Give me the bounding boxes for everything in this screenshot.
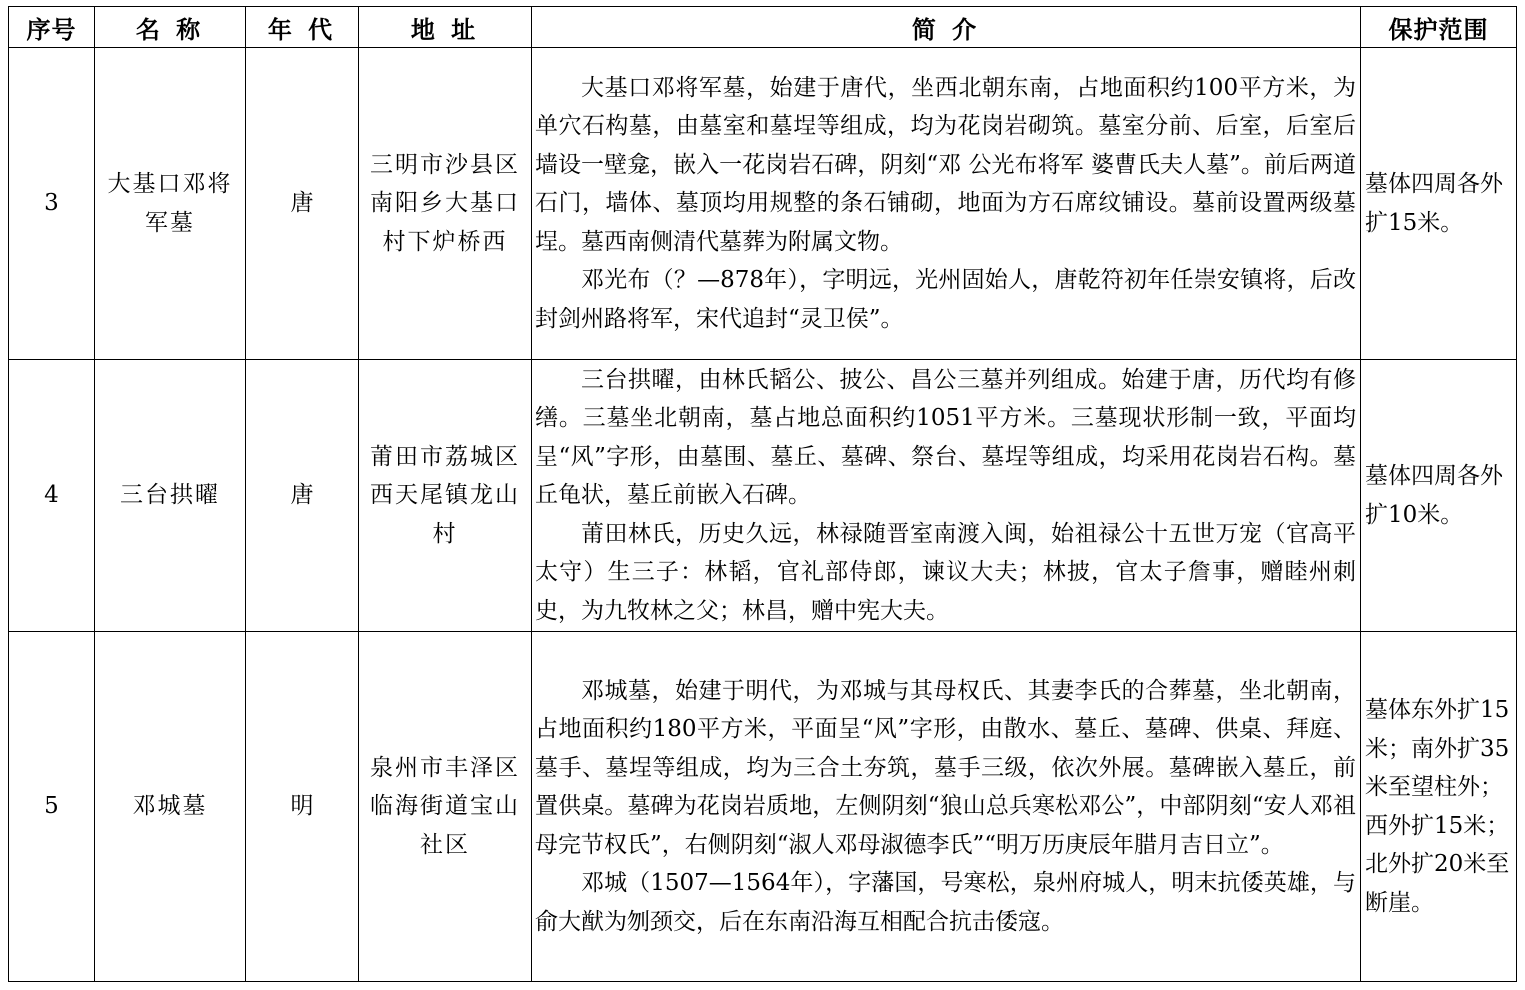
header-no: 序号	[9, 7, 95, 48]
cell-no: 4	[9, 360, 95, 632]
header-era: 年 代	[246, 7, 359, 48]
cell-name: 邓城墓	[95, 632, 246, 982]
header-name: 名 称	[95, 7, 246, 48]
table-row	[9, 48, 1517, 360]
intro-paragraph: 邓光布（？—878年），字明远，光州固始人，唐乾符初年任崇安镇将，后改封剑州路将军，宋代追封“灵卫侯”。	[535, 267, 1356, 332]
intro-paragraph: 大基口邓将军墓，始建于唐代，坐西北朝东南，占地面积约100平方米，为单穴石构墓，由墓室和墓埕等组成，均为花岗岩砌筑。墓室分前、后室，后室后墙设一壁龛，嵌入一花岗岩石碑，阴刻“邓 公光布将军 婆曹氏夫人墓”。前后两道石门，墙体、墓顶均用规整的条石铺砌，地面为方石席纹铺设。墓前设置两级墓埕。墓西南侧清代墓葬为附属文物。	[535, 74, 1356, 255]
cell-range: 墓体四周各外扩10米。	[1361, 360, 1517, 632]
cell-era: 明	[246, 632, 359, 982]
cell-no: 3	[9, 48, 95, 360]
table-row	[9, 360, 1517, 632]
cell-intro	[532, 632, 1361, 982]
table-header-row	[9, 7, 1517, 48]
cell-intro	[532, 360, 1361, 632]
cell-address: 莆田市荔城区西天尾镇龙山村	[359, 360, 532, 632]
cell-address: 三明市沙县区南阳乡大基口村下炉桥西	[359, 48, 532, 360]
cell-address: 泉州市丰泽区临海街道宝山社区	[359, 632, 532, 982]
cell-name: 三台拱曜	[95, 360, 246, 632]
table-row	[9, 632, 1517, 982]
cell-name: 大基口邓将军墓	[95, 48, 246, 360]
intro-paragraph: 邓城墓，始建于明代，为邓城与其母权氏、其妻李氏的合葬墓，坐北朝南，占地面积约180平方米，平面呈“风”字形，由散水、墓丘、墓碑、供桌、拜庭、墓手、墓埕等组成，均为三合土夯筑，墓手三级，依次外展。墓碑嵌入墓丘，前置供桌。墓碑为花岗岩质地，左侧阴刻“狼山总兵寒松邓公”，中部阴刻“安人邓祖母完节权氏”，右侧阴刻“淑人邓母淑德李氏”“明万历庚辰年腊月吉日立”。	[535, 677, 1356, 858]
intro-paragraph: 莆田林氏，历史久远，林禄随晋室南渡入闽，始祖禄公十五世万宠（官高平太守）生三子：林韬，官礼部侍郎，谏议大夫；林披，官太子詹事，赠睦州刺史，为九牧林之父；林昌，赠中宪大夫。	[535, 520, 1356, 624]
cell-intro	[532, 48, 1361, 360]
cell-era: 唐	[246, 360, 359, 632]
cell-no: 5	[9, 632, 95, 982]
header-address: 地 址	[359, 7, 532, 48]
cell-range: 墓体四周各外扩15米。	[1361, 48, 1517, 360]
intro-paragraph: 三台拱曜，由林氏韬公、披公、昌公三墓并列组成。始建于唐，历代均有修缮。三墓坐北朝南，墓占地总面积约1051平方米。三墓现状形制一致，平面均呈“风”字形，由墓围、墓丘、墓碑、祭台、墓埕等组成，均采用花岗岩石构。墓丘龟状，墓丘前嵌入石碑。	[535, 366, 1356, 509]
header-range: 保护范围	[1361, 7, 1517, 48]
header-intro: 简 介	[532, 7, 1361, 48]
cell-range: 墓体东外扩15米；南外扩35米至望柱外；西外扩15米；北外扩20米至断崖。	[1361, 632, 1517, 982]
cell-era: 唐	[246, 48, 359, 360]
heritage-table	[8, 6, 1517, 982]
intro-paragraph: 邓城（1507—1564年），字藩国，号寒松，泉州府城人，明末抗倭英雄，与俞大猷为刎颈交，后在东南沿海互相配合抗击倭寇。	[535, 870, 1356, 935]
